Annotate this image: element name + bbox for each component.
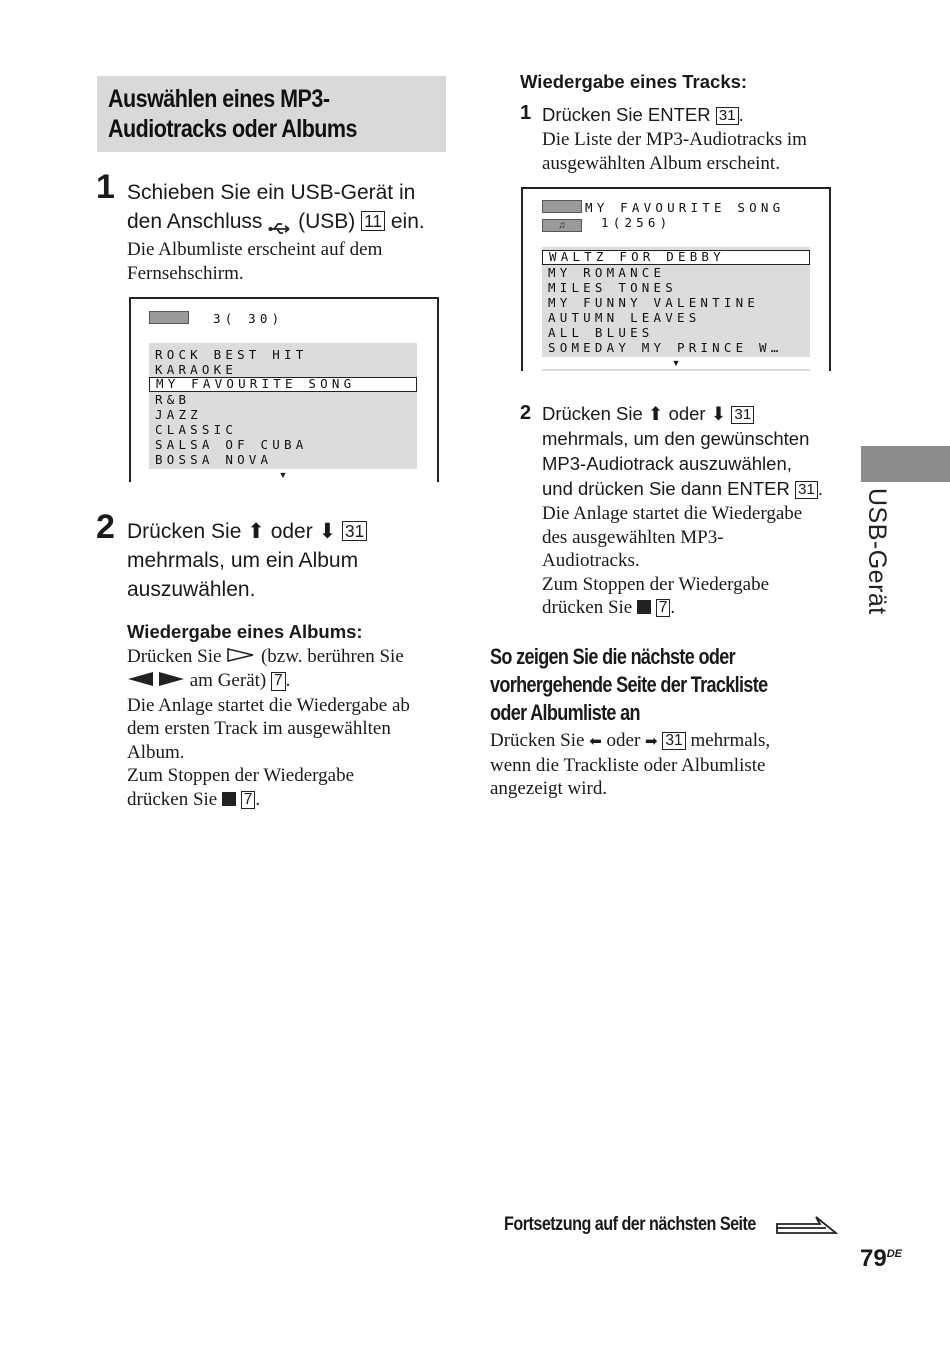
continued-note: Fortsetzung auf der nächsten Seite bbox=[504, 1214, 756, 1235]
key-31: 31 bbox=[342, 521, 367, 541]
page-nav-text: Drücken Sie ⬅ oder ➡ 31 mehrmals, wenn die Trackliste oder Albumliste angezeigt wird. bbox=[490, 730, 771, 799]
album-list-item[interactable]: CLASSIC bbox=[155, 421, 238, 437]
play-icon bbox=[226, 646, 256, 670]
step-1-line-2: den Anschluss (USB) 11 ein. bbox=[127, 210, 425, 233]
more-items-down-icon: ▼ bbox=[542, 357, 810, 369]
down-arrow-icon: ⬇ bbox=[710, 403, 727, 424]
album-list-item[interactable]: BOSSA NOVA bbox=[155, 451, 273, 467]
key-31: 31 bbox=[662, 732, 685, 750]
side-tab-label: USB-Gerät bbox=[863, 488, 891, 615]
album-play-title: Wiedergabe eines Albums: bbox=[127, 621, 363, 642]
track-step-2-instruction: Drücken Sie ⬆ oder ⬇ 31 mehrmals, um den gewünschten MP3-Audiotrack auszuwählen, und drücken Sie dann ENTER 31 . bbox=[542, 403, 823, 499]
track-list-item[interactable]: MY ROMANCE bbox=[548, 264, 666, 280]
music-note-icon: ♫ bbox=[542, 215, 582, 233]
stop-icon bbox=[222, 792, 236, 806]
side-tab-marker bbox=[861, 446, 950, 482]
album-count: 3( 30) bbox=[213, 311, 284, 326]
album-list bbox=[149, 343, 417, 481]
more-items-down-icon: ▼ bbox=[149, 469, 417, 481]
section-title bbox=[108, 84, 357, 144]
track-list-item[interactable]: MY FUNNY VALENTINE bbox=[548, 294, 760, 310]
key-7: 7 bbox=[271, 672, 286, 690]
track-list-item[interactable]: ALL BLUES bbox=[548, 324, 654, 340]
track-list bbox=[542, 247, 810, 371]
album-list-item[interactable]: KARAOKE bbox=[155, 362, 238, 377]
up-arrow-icon: ⬆ bbox=[647, 403, 664, 424]
track-list-screen bbox=[521, 187, 831, 371]
right-arrow-icon: ➡ bbox=[645, 732, 658, 750]
key-7: 7 bbox=[241, 791, 256, 809]
section-title-line-2: Audiotracks oder Albums bbox=[108, 115, 357, 143]
key-31: 31 bbox=[795, 481, 818, 499]
usb-icon bbox=[268, 215, 292, 229]
album-list-item[interactable]: R&B bbox=[155, 391, 191, 407]
track-step-1-description: Die Liste der MP3-Audiotracks im ausgewählten Album erscheint. bbox=[542, 129, 807, 174]
step-2-instruction: Drücken Sie ⬆ oder ⬇ 31 mehrmals, um ein Album auszuwählen. bbox=[127, 517, 367, 604]
step-1-description: Die Albumliste erscheint auf dem Fernsehschirm. bbox=[127, 239, 383, 284]
album-list-item[interactable]: JAZZ bbox=[155, 406, 202, 422]
up-arrow-icon: ⬆ bbox=[247, 520, 265, 543]
step-1-instruction bbox=[127, 178, 425, 236]
track-list-item[interactable]: SOMEDAY MY PRINCE W… bbox=[548, 339, 783, 355]
step-1-number: 1 bbox=[96, 168, 115, 206]
track-list-item[interactable]: AUTUMN LEAVES bbox=[548, 309, 701, 325]
key-31: 31 bbox=[731, 406, 754, 424]
left-arrow-icon: ⬅ bbox=[589, 732, 602, 750]
track-list-item[interactable]: WALTZ FOR DEBBY bbox=[542, 250, 810, 265]
album-list-screen bbox=[129, 297, 439, 482]
down-arrow-icon: ⬇ bbox=[318, 520, 337, 543]
folder-icon bbox=[149, 311, 189, 329]
track-play-title: Wiedergabe eines Tracks: bbox=[520, 71, 748, 92]
section-title-line-1: Auswählen eines MP3- bbox=[108, 85, 330, 113]
track-step-1-instruction: Drücken Sie ENTER 31 . bbox=[542, 104, 744, 125]
track-step-1-number: 1 bbox=[520, 102, 532, 124]
track-step-2-description: Die Anlage startet die Wiedergabe des ausgewählten MP3- Audiotracks. Zum Stoppen der Wiedergabe drücken Sie 7 . bbox=[542, 503, 803, 618]
album-play-text: Drücken Sie (bzw. berühren Sie am Gerät) 7 . Die Anlage startet die Wiedergabe ab dem ersten Track im ausgewählten Album. Zum Stoppen der Wiedergabe drücken Sie 7 . bbox=[127, 646, 410, 810]
stop-icon bbox=[637, 600, 651, 614]
page-number: 79DE bbox=[860, 1245, 902, 1272]
track-count: 1(256) bbox=[601, 215, 672, 230]
album-list-item[interactable]: ROCK BEST HIT bbox=[155, 347, 308, 362]
step-1-line-1: Schieben Sie ein USB-Gerät in bbox=[127, 181, 416, 204]
step-2-number: 2 bbox=[96, 508, 115, 546]
key-11: 11 bbox=[361, 211, 385, 231]
album-list-item[interactable]: MY FAVOURITE SONG bbox=[149, 377, 417, 392]
album-name: MY FAVOURITE SONG bbox=[585, 200, 785, 215]
track-step-2-number: 2 bbox=[520, 402, 532, 424]
key-31: 31 bbox=[716, 107, 739, 125]
page-nav-heading: So zeigen Sie die nächste oder vorhergehende Seite der Trackliste oder Albumliste an bbox=[490, 644, 768, 725]
play-pause-icon bbox=[127, 670, 185, 694]
continued-arrow-icon bbox=[776, 1212, 838, 1243]
track-list-item[interactable]: MILES TONES bbox=[548, 279, 677, 295]
album-list-item[interactable]: SALSA OF CUBA bbox=[155, 436, 308, 452]
key-7: 7 bbox=[656, 599, 671, 617]
